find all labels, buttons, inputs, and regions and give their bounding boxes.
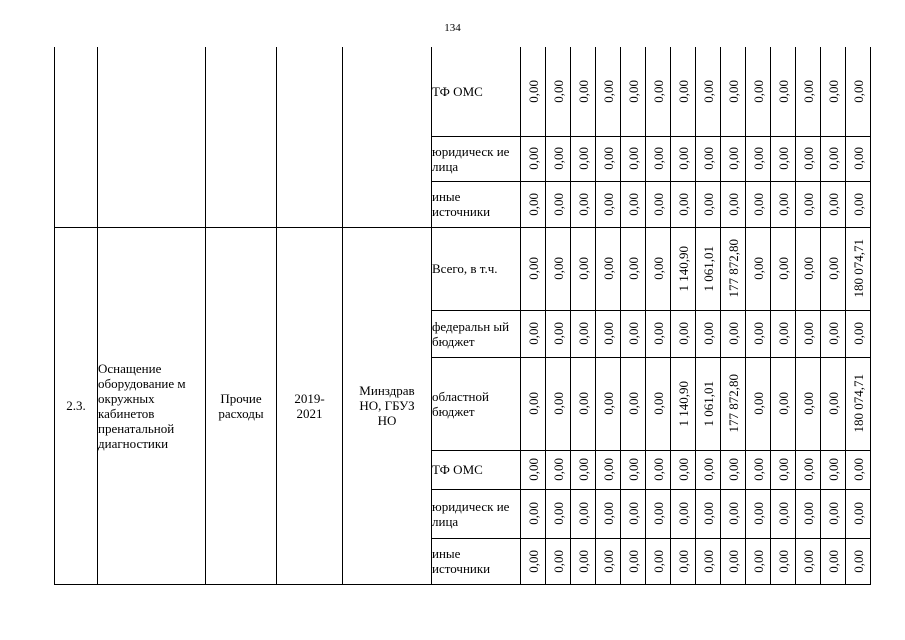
- value-text: 0,00: [600, 458, 616, 481]
- value-text: 0,00: [525, 392, 541, 415]
- value-text: 0,00: [800, 502, 816, 525]
- value-cell: [821, 538, 846, 584]
- value-cell: [521, 357, 546, 450]
- value-text: 0,00: [775, 549, 791, 573]
- value-cell: [546, 538, 571, 584]
- value-cell: [846, 357, 871, 450]
- value-cell: [646, 227, 671, 310]
- value-text: 0,00: [825, 147, 841, 170]
- value-cell: [771, 47, 796, 136]
- value-cell: [771, 450, 796, 489]
- value-cell: [596, 47, 621, 136]
- value-cell: [546, 47, 571, 136]
- value-cell: [696, 310, 721, 357]
- value-text: 0,00: [725, 458, 741, 481]
- value-text: 0,00: [550, 257, 566, 280]
- value-text: 0,00: [575, 192, 591, 216]
- value-text: 0,00: [600, 502, 616, 525]
- value-cell: [571, 181, 596, 227]
- value-cell: [546, 357, 571, 450]
- value-cell: [571, 47, 596, 136]
- value-text: 0,00: [575, 549, 591, 573]
- value-text: 0,00: [625, 147, 641, 170]
- value-text: 0,00: [575, 392, 591, 415]
- value-cell: [621, 47, 646, 136]
- value-text: 0,00: [750, 79, 766, 103]
- value-cell: [796, 136, 821, 181]
- value-text: 0,00: [575, 502, 591, 525]
- value-cell: [646, 47, 671, 136]
- value-cell: [796, 357, 821, 450]
- value-text: 0,00: [650, 502, 666, 525]
- value-text: 0,00: [775, 147, 791, 170]
- value-text: 0,00: [650, 549, 666, 573]
- value-cell: [821, 450, 846, 489]
- value-text: 1 140,90: [675, 380, 691, 427]
- value-cell: [571, 136, 596, 181]
- value-text: 0,00: [825, 192, 841, 216]
- funding-source: ТФ ОМС: [432, 450, 521, 489]
- value-cell: [746, 136, 771, 181]
- value-text: 0,00: [700, 458, 716, 481]
- period: 2019-2021: [277, 227, 343, 584]
- value-text: 1 140,90: [675, 245, 691, 292]
- value-cell: [671, 489, 696, 538]
- value-text: 0,00: [700, 79, 716, 103]
- value-cell: [671, 136, 696, 181]
- value-text: 0,00: [825, 79, 841, 103]
- table-row: [55, 227, 871, 310]
- value-text: 0,00: [750, 458, 766, 481]
- value-cell: [771, 227, 796, 310]
- value-text: 0,00: [625, 458, 641, 481]
- empty-period-cell: [277, 47, 343, 227]
- value-text: 0,00: [750, 549, 766, 573]
- value-text: 0,00: [550, 79, 566, 103]
- value-cell: [771, 181, 796, 227]
- funding-source: областной бюджет: [432, 357, 521, 450]
- value-text: 0,00: [550, 392, 566, 415]
- value-cell: [721, 450, 746, 489]
- value-text: 177 872,80: [725, 374, 741, 433]
- value-cell: [571, 489, 596, 538]
- item-name: Оснащение оборудование м окружных кабинетов пренатальной диагностики: [98, 227, 206, 584]
- value-cell: [546, 136, 571, 181]
- value-cell: [746, 227, 771, 310]
- value-cell: [696, 227, 721, 310]
- value-text: 0,00: [550, 502, 566, 525]
- funding-source: федеральн ый бюджет: [432, 310, 521, 357]
- value-text: 180 074,71: [850, 374, 866, 433]
- value-text: 0,00: [725, 322, 741, 345]
- value-text: 0,00: [850, 502, 866, 525]
- value-cell: [746, 310, 771, 357]
- value-cell: [596, 310, 621, 357]
- value-text: 0,00: [575, 257, 591, 280]
- value-text: 0,00: [750, 392, 766, 415]
- value-cell: [596, 489, 621, 538]
- value-text: 0,00: [550, 322, 566, 345]
- value-text: 0,00: [750, 147, 766, 170]
- value-cell: [796, 489, 821, 538]
- value-text: 0,00: [800, 79, 816, 103]
- value-cell: [771, 136, 796, 181]
- value-text: 0,00: [725, 192, 741, 216]
- value-cell: [696, 136, 721, 181]
- page-number: 134: [444, 22, 461, 34]
- value-text: 0,00: [675, 79, 691, 103]
- funding-source: иные источники: [432, 181, 521, 227]
- value-text: 0,00: [650, 79, 666, 103]
- value-text: 0,00: [750, 192, 766, 216]
- value-text: 0,00: [750, 257, 766, 280]
- value-cell: [646, 357, 671, 450]
- value-cell: [521, 450, 546, 489]
- value-text: 0,00: [675, 502, 691, 525]
- value-cell: [746, 181, 771, 227]
- value-cell: [846, 310, 871, 357]
- value-text: 0,00: [650, 192, 666, 216]
- value-cell: [696, 450, 721, 489]
- value-text: 0,00: [550, 458, 566, 481]
- value-cell: [571, 538, 596, 584]
- value-text: 0,00: [525, 147, 541, 170]
- value-cell: [621, 538, 646, 584]
- value-cell: [846, 489, 871, 538]
- value-text: 1 061,01: [700, 245, 716, 292]
- value-cell: [696, 489, 721, 538]
- value-text: 0,00: [525, 192, 541, 216]
- value-cell: [571, 310, 596, 357]
- value-text: 0,00: [650, 147, 666, 170]
- item-number: 2.3.: [55, 227, 98, 584]
- value-text: 0,00: [725, 147, 741, 170]
- value-text: 177 872,80: [725, 239, 741, 298]
- value-cell: [796, 47, 821, 136]
- value-cell: [846, 227, 871, 310]
- value-cell: [596, 227, 621, 310]
- value-cell: [596, 450, 621, 489]
- value-cell: [821, 310, 846, 357]
- value-text: 1 061,01: [700, 380, 716, 427]
- value-text: 0,00: [700, 502, 716, 525]
- value-text: 0,00: [775, 502, 791, 525]
- value-text: 0,00: [800, 392, 816, 415]
- value-cell: [696, 181, 721, 227]
- funding-source: ТФ ОМС: [432, 47, 521, 136]
- empty-expense-cell: [206, 47, 277, 227]
- value-cell: [796, 450, 821, 489]
- value-cell: [771, 538, 796, 584]
- value-text: 0,00: [550, 549, 566, 573]
- value-cell: [646, 450, 671, 489]
- value-cell: [696, 357, 721, 450]
- value-cell: [571, 227, 596, 310]
- value-cell: [571, 357, 596, 450]
- table-row: [55, 47, 871, 136]
- value-cell: [621, 450, 646, 489]
- value-cell: [796, 227, 821, 310]
- value-text: 0,00: [775, 392, 791, 415]
- value-text: 0,00: [525, 322, 541, 345]
- value-text: 0,00: [800, 322, 816, 345]
- value-cell: [721, 310, 746, 357]
- value-cell: [521, 310, 546, 357]
- value-cell: [821, 181, 846, 227]
- value-cell: [771, 310, 796, 357]
- empty-executor-cell: [343, 47, 432, 227]
- value-cell: [721, 227, 746, 310]
- value-cell: [521, 538, 546, 584]
- value-cell: [596, 357, 621, 450]
- value-cell: [621, 489, 646, 538]
- value-text: 0,00: [625, 192, 641, 216]
- value-cell: [771, 357, 796, 450]
- value-cell: [821, 227, 846, 310]
- value-text: 0,00: [625, 392, 641, 415]
- value-cell: [721, 47, 746, 136]
- value-text: 0,00: [750, 322, 766, 345]
- value-text: 0,00: [525, 458, 541, 481]
- value-text: 0,00: [850, 192, 866, 216]
- value-text: 0,00: [800, 549, 816, 573]
- value-text: 0,00: [575, 458, 591, 481]
- value-text: 0,00: [800, 192, 816, 216]
- value-text: 0,00: [800, 458, 816, 481]
- value-cell: [721, 489, 746, 538]
- value-cell: [621, 227, 646, 310]
- value-text: 0,00: [600, 322, 616, 345]
- value-text: 0,00: [825, 257, 841, 280]
- value-text: 0,00: [700, 147, 716, 170]
- value-cell: [546, 489, 571, 538]
- value-cell: [671, 450, 696, 489]
- value-cell: [546, 310, 571, 357]
- value-cell: [821, 136, 846, 181]
- value-cell: [596, 181, 621, 227]
- value-text: 0,00: [725, 549, 741, 573]
- value-cell: [571, 450, 596, 489]
- value-text: 0,00: [575, 147, 591, 170]
- value-text: 0,00: [650, 458, 666, 481]
- value-cell: [846, 181, 871, 227]
- value-cell: [671, 538, 696, 584]
- value-text: 0,00: [600, 192, 616, 216]
- value-cell: [646, 489, 671, 538]
- value-text: 0,00: [675, 458, 691, 481]
- value-cell: [521, 47, 546, 136]
- value-text: 0,00: [650, 392, 666, 415]
- value-text: 0,00: [600, 79, 616, 103]
- funding-source: юридическ ие лица: [432, 489, 521, 538]
- value-cell: [521, 489, 546, 538]
- value-cell: [646, 136, 671, 181]
- value-cell: [796, 181, 821, 227]
- value-text: 0,00: [625, 502, 641, 525]
- value-text: 0,00: [675, 147, 691, 170]
- value-text: 0,00: [675, 322, 691, 345]
- value-text: 0,00: [800, 147, 816, 170]
- value-cell: [796, 310, 821, 357]
- value-text: 0,00: [700, 192, 716, 216]
- value-cell: [521, 227, 546, 310]
- value-cell: [596, 136, 621, 181]
- value-cell: [821, 357, 846, 450]
- value-cell: [671, 47, 696, 136]
- value-cell: [546, 450, 571, 489]
- value-text: 0,00: [825, 502, 841, 525]
- value-text: 0,00: [750, 502, 766, 525]
- value-cell: [671, 310, 696, 357]
- value-text: 0,00: [600, 257, 616, 280]
- value-cell: [846, 538, 871, 584]
- value-cell: [846, 450, 871, 489]
- value-cell: [646, 538, 671, 584]
- value-text: 0,00: [775, 322, 791, 345]
- value-text: 0,00: [525, 502, 541, 525]
- value-cell: [671, 357, 696, 450]
- value-cell: [621, 310, 646, 357]
- value-text: 0,00: [575, 322, 591, 345]
- value-cell: [521, 136, 546, 181]
- value-cell: [721, 357, 746, 450]
- value-cell: [771, 489, 796, 538]
- value-text: 0,00: [850, 79, 866, 103]
- value-text: 0,00: [625, 322, 641, 345]
- value-cell: [621, 357, 646, 450]
- value-text: 0,00: [625, 549, 641, 573]
- value-text: 0,00: [850, 458, 866, 481]
- value-text: 0,00: [725, 502, 741, 525]
- value-text: 0,00: [825, 392, 841, 415]
- value-text: 0,00: [675, 549, 691, 573]
- value-text: 0,00: [650, 257, 666, 280]
- value-text: 0,00: [550, 147, 566, 170]
- value-text: 0,00: [775, 192, 791, 216]
- value-cell: [821, 47, 846, 136]
- value-text: 180 074,71: [850, 239, 866, 298]
- value-text: 0,00: [625, 257, 641, 280]
- value-text: 0,00: [675, 192, 691, 216]
- value-text: 0,00: [525, 257, 541, 280]
- value-cell: [696, 47, 721, 136]
- funding-source: юридическ ие лица: [432, 136, 521, 181]
- value-cell: [646, 181, 671, 227]
- value-text: 0,00: [525, 549, 541, 573]
- value-text: 0,00: [650, 322, 666, 345]
- value-text: 0,00: [775, 257, 791, 280]
- funding-source: Всего, в т.ч.: [432, 227, 521, 310]
- value-cell: [746, 357, 771, 450]
- value-cell: [671, 227, 696, 310]
- expense-type: Прочие расходы: [206, 227, 277, 584]
- value-cell: [721, 181, 746, 227]
- budget-table: [54, 47, 871, 585]
- value-cell: [746, 538, 771, 584]
- value-cell: [546, 227, 571, 310]
- value-cell: [721, 136, 746, 181]
- value-cell: [796, 538, 821, 584]
- value-cell: [621, 136, 646, 181]
- empty-number-cell: [55, 47, 98, 227]
- value-cell: [846, 136, 871, 181]
- value-text: 0,00: [775, 458, 791, 481]
- value-text: 0,00: [575, 79, 591, 103]
- value-text: 0,00: [825, 322, 841, 345]
- value-text: 0,00: [850, 549, 866, 573]
- executor: Минздрав НО, ГБУЗ НО: [343, 227, 432, 584]
- value-text: 0,00: [825, 549, 841, 573]
- value-text: 0,00: [775, 79, 791, 103]
- value-text: 0,00: [850, 147, 866, 170]
- value-cell: [646, 310, 671, 357]
- value-cell: [846, 47, 871, 136]
- value-cell: [546, 181, 571, 227]
- value-cell: [746, 47, 771, 136]
- empty-name-cell: [98, 47, 206, 227]
- value-text: 0,00: [700, 322, 716, 345]
- value-text: 0,00: [800, 257, 816, 280]
- value-cell: [671, 181, 696, 227]
- value-cell: [621, 181, 646, 227]
- value-text: 0,00: [600, 147, 616, 170]
- value-cell: [521, 181, 546, 227]
- value-text: 0,00: [600, 549, 616, 573]
- value-text: 0,00: [525, 79, 541, 103]
- value-cell: [821, 489, 846, 538]
- value-text: 0,00: [550, 192, 566, 216]
- value-cell: [596, 538, 621, 584]
- value-text: 0,00: [700, 549, 716, 573]
- value-text: 0,00: [725, 79, 741, 103]
- value-text: 0,00: [825, 458, 841, 481]
- value-text: 0,00: [600, 392, 616, 415]
- value-cell: [746, 489, 771, 538]
- value-cell: [746, 450, 771, 489]
- value-text: 0,00: [850, 322, 866, 345]
- value-cell: [696, 538, 721, 584]
- funding-source: иные источники: [432, 538, 521, 584]
- value-cell: [721, 538, 746, 584]
- value-text: 0,00: [625, 79, 641, 103]
